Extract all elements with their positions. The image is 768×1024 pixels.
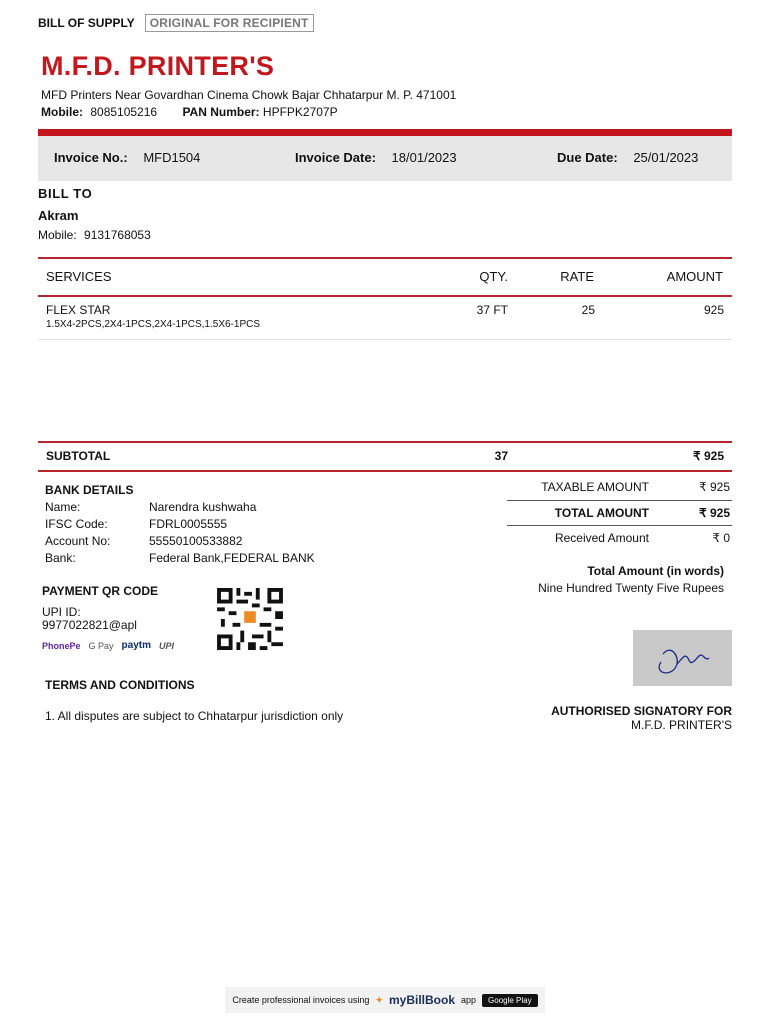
terms-title: TERMS AND CONDITIONS [45,678,195,692]
account-label: Account No: [45,534,111,548]
paytm-logo: paytm [121,640,151,651]
totals-divider-2 [507,525,732,526]
invoice-date-value: 18/01/2023 [391,150,457,165]
mobile-label: Mobile: [41,105,83,119]
totals-divider [507,500,732,501]
col-header-amount: AMOUNT [666,269,723,284]
customer-mobile-label: Mobile: [38,228,77,242]
due-date-value: 25/01/2023 [633,150,699,165]
subtotal-amount: ₹ 925 [693,449,724,463]
amount-words-label: Total Amount (in words) [587,564,724,578]
taxable-label: TAXABLE AMOUNT [541,480,649,494]
due-date [557,150,698,165]
upi-logo: UPI [158,640,174,651]
invoice-no-label: Invoice No.: [54,150,128,165]
total-label: TOTAL AMOUNT [554,506,649,520]
invoice-no-value: MFD1504 [143,150,201,165]
col-header-rate: RATE [560,269,594,284]
copy-badge: ORIGINAL FOR RECIPIENT [145,14,314,32]
ifsc-code: FDRL0005555 [149,517,228,531]
bank-name: Federal Bank,FEDERAL BANK [149,551,315,565]
accent-bar [38,129,732,136]
invoice-date-label: Invoice Date: [295,150,376,165]
pan-number: HPFPK2707P [262,105,338,119]
google-play-badge[interactable]: Google Play [482,994,538,1007]
signatory-company: M.F.D. PRINTER'S [631,718,732,732]
payment-qr-code[interactable] [216,588,284,650]
subtotal-top-rule [38,441,732,443]
customer-contact [38,228,151,242]
bank-label: Bank: [45,551,76,565]
signatory-title: AUTHORISED SIGNATORY FOR [551,704,732,718]
signature-image [633,630,732,686]
row-rate: 25 [581,303,595,317]
subtotal-bottom-rule [38,470,732,472]
payment-qr-title: PAYMENT QR CODE [42,584,159,598]
upi-id: 9977022821@apl [42,618,137,632]
company-name: M.F.D. PRINTER'S [41,51,275,81]
company-mobile: 8085105216 [90,105,158,119]
taxable-amount: ₹ 925 [699,480,730,494]
amount-in-words: Nine Hundred Twenty Five Rupees [538,581,724,595]
footer-text: Create professional invoices using [232,995,370,1005]
bill-to-title: BILL TO [38,186,93,201]
row-amount: 925 [703,303,724,317]
col-header-services: SERVICES [46,269,112,284]
phonepe-logo: PhonePe [42,640,81,651]
pan-label: PAN Number: [182,105,260,119]
bank-details-title: BANK DETAILS [45,483,134,497]
payment-app-logos [42,640,174,651]
table-header-rule [38,295,732,297]
account-number: 55550100533882 [149,534,243,548]
due-date-label: Due Date: [557,150,618,165]
table-top-rule [38,257,732,259]
row-description: 1.5X4-2PCS,2X4-1PCS,2X4-1PCS,1.5X6-1PCS [46,319,260,330]
bank-name-label: Name: [45,500,81,514]
mybillbook-icon: ✦ [375,994,383,1005]
subtotal-label: SUBTOTAL [46,449,111,463]
company-contact [41,105,338,119]
row-divider [38,339,732,340]
upi-label: UPI ID: [42,605,81,619]
signature-scribble-icon [633,630,732,686]
document-type: BILL OF SUPPLY [38,16,135,30]
received-amount: ₹ 0 [712,531,730,545]
col-header-qty: QTY. [479,269,508,284]
footer-brand: myBillBook [388,993,455,1007]
invoice-date [295,150,457,165]
gpay-logo: G Pay [88,640,114,651]
customer-name: Akram [38,208,79,223]
received-label: Received Amount [554,531,649,545]
row-service: FLEX STAR [46,303,111,317]
ifsc-label: IFSC Code: [45,517,108,531]
company-address: MFD Printers Near Govardhan Cinema Chowk Bajar Chhatarpur M. P. 471001 [41,88,457,102]
row-qty: 37 FT [476,303,508,317]
subtotal-qty: 37 [494,449,508,463]
footer-promo[interactable] [225,987,545,1013]
footer-app: app [461,995,477,1005]
customer-mobile: 9131768053 [84,228,151,242]
document-header [38,14,314,32]
terms-line-1: 1. All disputes are subject to Chhatarpur jurisdiction only [45,709,344,723]
bank-account-holder: Narendra kushwaha [149,500,257,514]
total-amount: ₹ 925 [699,506,730,520]
invoice-number [54,150,200,165]
